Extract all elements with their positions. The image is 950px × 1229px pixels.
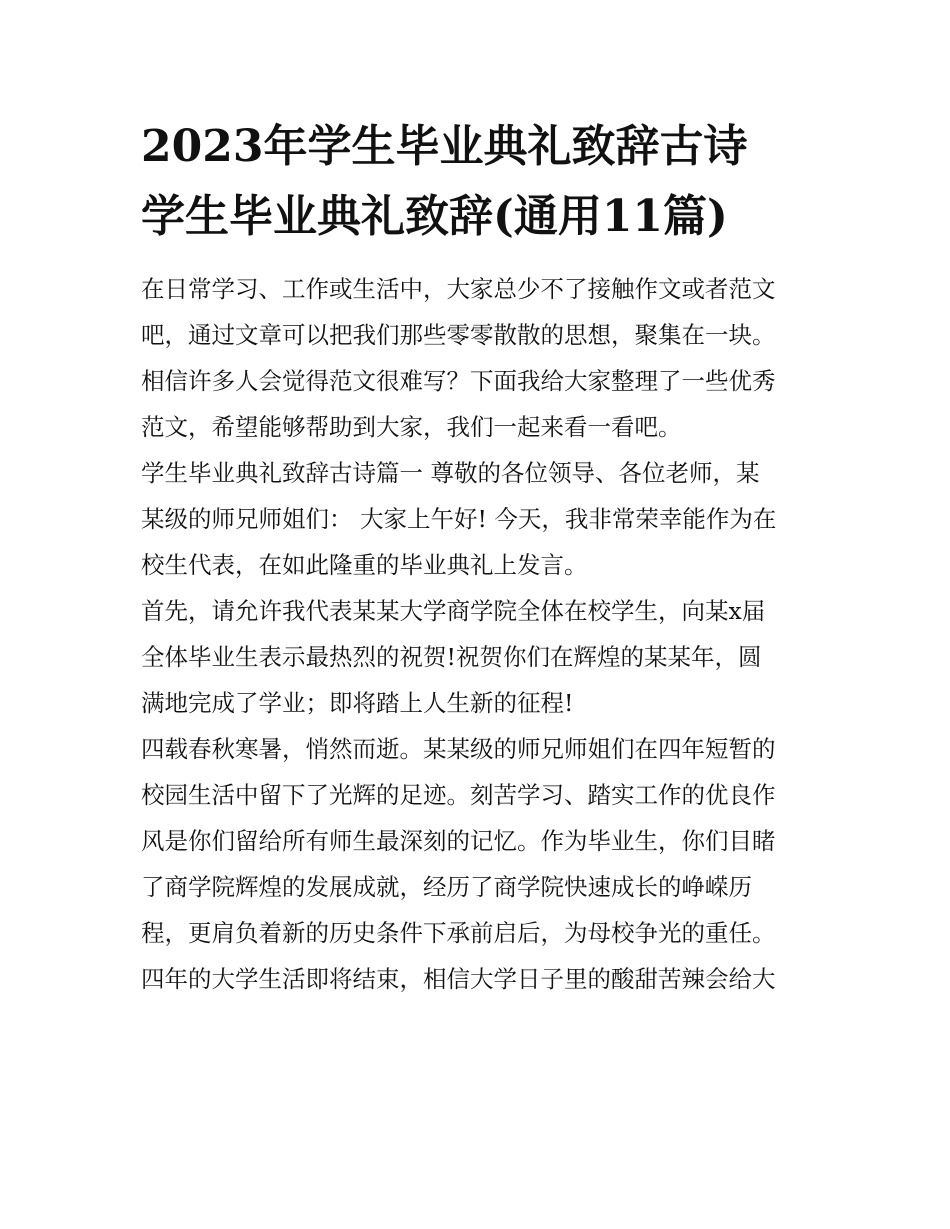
document-title	[141, 112, 813, 252]
text-line: 满地完成了学业；即将踏上人生新的征程!	[141, 689, 574, 717]
text-line: 在日常学习、工作或生活中，大家总少不了接触作文或者范文	[141, 275, 776, 303]
text-line: 校生代表，在如此隆重的毕业典礼上发言。	[141, 551, 588, 579]
text-line: 四年的大学生活即将结束，相信大学日子里的酸甜苦辣会给大	[141, 965, 776, 993]
text-line: 某级的师兄师姐们： 大家上午好! 今天，我非常荣幸能作为在	[141, 505, 777, 533]
text-line: 首先，请允许我代表某某大学商学院全体在校学生，向某x届	[141, 597, 766, 625]
reflection-paragraph	[141, 726, 813, 1002]
text-line: 吧，通过文章可以把我们那些零零散散的思想，聚集在一块。	[141, 321, 776, 349]
congratulation-paragraph	[141, 588, 813, 726]
text-line: 校园生活中留下了光辉的足迹。刻苦学习、踏实工作的优良作	[141, 781, 776, 809]
text-line: 全体毕业生表示最热烈的祝贺!祝贺你们在辉煌的某某年，圆	[141, 643, 762, 671]
intro-paragraph	[141, 266, 813, 450]
title-line: 学生毕业典礼致辞(通用11篇)	[141, 191, 728, 242]
greeting-paragraph	[141, 450, 813, 588]
text-line: 风是你们留给所有师生最深刻的记忆。作为毕业生，你们目睹	[141, 827, 776, 855]
text-line: 程，更肩负着新的历史条件下承前启后，为母校争光的重任。	[141, 919, 776, 947]
text-line: 四载春秋寒暑，悄然而逝。某某级的师兄师姐们在四年短暂的	[141, 735, 776, 763]
text-line: 相信许多人会觉得范文很难写？下面我给大家整理了一些优秀	[141, 367, 776, 395]
text-line: 学生毕业典礼致辞古诗篇一 尊敬的各位领导、各位老师，某	[141, 459, 760, 487]
text-line: 了商学院辉煌的发展成就，经历了商学院快速成长的峥嵘历	[141, 873, 752, 901]
document-body	[141, 112, 813, 1002]
title-line: 2023年学生毕业典礼致辞古诗	[141, 121, 748, 172]
text-line: 范文，希望能够帮助到大家，我们一起来看一看吧。	[141, 413, 682, 441]
